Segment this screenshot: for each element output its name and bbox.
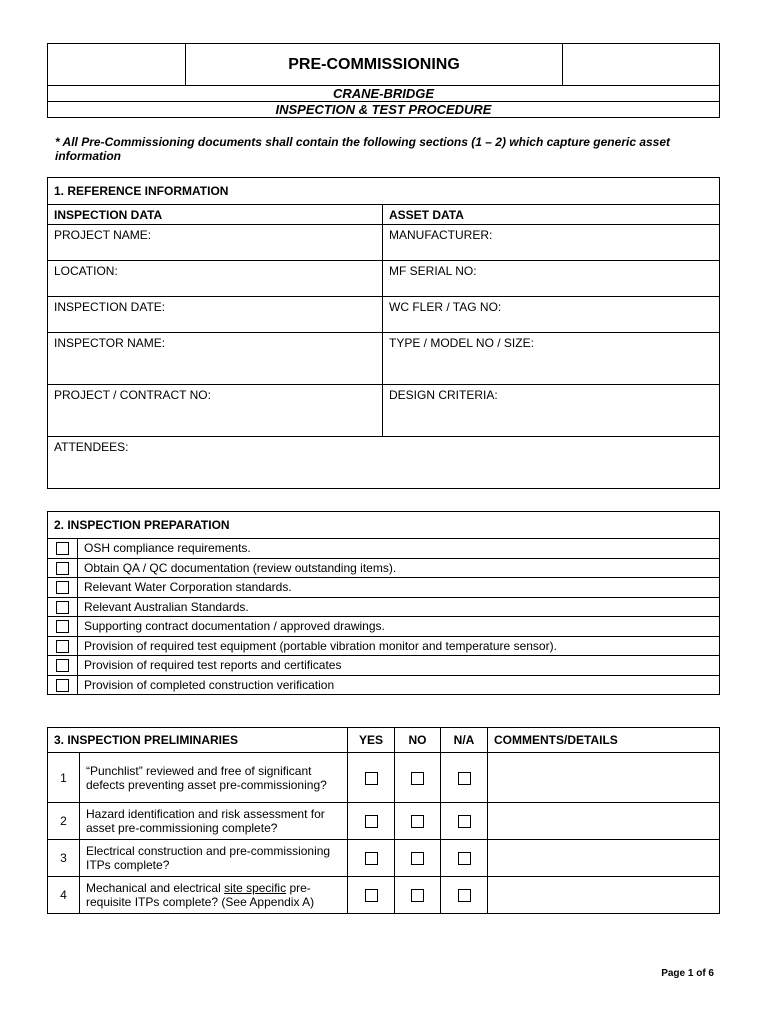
prep-item: Relevant Water Corporation standards. <box>78 578 720 598</box>
na-checkbox-cell <box>441 840 488 877</box>
checkbox[interactable] <box>56 581 69 594</box>
question-text: pre-requisite ITPs complete? (See Appendix A) <box>86 881 315 909</box>
no-column-header: NO <box>395 728 441 753</box>
na-checkbox-cell <box>441 877 488 914</box>
location-field[interactable]: LOCATION: <box>48 261 383 297</box>
no-checkbox[interactable] <box>411 772 424 785</box>
comments-field[interactable] <box>488 877 720 914</box>
section-2-title: 2. INSPECTION PREPARATION <box>48 512 720 539</box>
prep-checkbox-cell <box>48 558 78 578</box>
na-checkbox[interactable] <box>458 889 471 902</box>
checkbox[interactable] <box>56 620 69 633</box>
yes-checkbox-cell <box>348 803 395 840</box>
preliminary-question: Electrical construction and pre-commissioning ITPs complete? <box>80 840 348 877</box>
checkbox[interactable] <box>56 542 69 555</box>
inspection-preliminaries-table <box>47 727 720 914</box>
comments-column-header: COMMENTS/DETAILS <box>488 728 720 753</box>
na-checkbox[interactable] <box>458 852 471 865</box>
prep-item: Provision of required test reports and certificates <box>78 656 720 676</box>
document-title: PRE-COMMISSIONING <box>186 44 563 86</box>
prep-checkbox-cell <box>48 636 78 656</box>
prep-item: OSH compliance requirements. <box>78 539 720 559</box>
prep-item: Provision of completed construction verification <box>78 675 720 695</box>
prep-checkbox-cell <box>48 675 78 695</box>
design-criteria-field[interactable]: DESIGN CRITERIA: <box>383 385 720 437</box>
no-checkbox-cell <box>395 840 441 877</box>
na-checkbox-cell <box>441 803 488 840</box>
preliminary-question: Hazard identification and risk assessment for asset pre-commissioning complete? <box>80 803 348 840</box>
document-procedure: INSPECTION & TEST PROCEDURE <box>48 102 720 118</box>
yes-checkbox-cell <box>348 753 395 803</box>
asset-data-header: ASSET DATA <box>383 205 720 225</box>
prep-checkbox-cell <box>48 617 78 637</box>
checkbox[interactable] <box>56 659 69 672</box>
section-1-title: 1. REFERENCE INFORMATION <box>48 178 720 205</box>
checkbox[interactable] <box>56 679 69 692</box>
page-number: Page 1 of 6 <box>661 968 714 979</box>
yes-checkbox[interactable] <box>365 815 378 828</box>
row-number: 4 <box>48 877 80 914</box>
header-table <box>47 43 720 118</box>
prep-checkbox-cell <box>48 539 78 559</box>
checkbox[interactable] <box>56 601 69 614</box>
header-right-cell <box>563 44 720 86</box>
yes-column-header: YES <box>348 728 395 753</box>
document-subtitle: CRANE-BRIDGE <box>48 86 720 102</box>
row-number: 2 <box>48 803 80 840</box>
yes-checkbox[interactable] <box>365 889 378 902</box>
yes-checkbox[interactable] <box>365 852 378 865</box>
inspection-preparation-table <box>47 511 720 695</box>
section-3-title: 3. INSPECTION PRELIMINARIES <box>48 728 348 753</box>
checkbox[interactable] <box>56 562 69 575</box>
prep-checkbox-cell <box>48 578 78 598</box>
inspection-date-field[interactable]: INSPECTION DATE: <box>48 297 383 333</box>
na-checkbox[interactable] <box>458 815 471 828</box>
header-logo-cell <box>48 44 186 86</box>
inspector-name-field[interactable]: INSPECTOR NAME: <box>48 333 383 385</box>
row-number: 1 <box>48 753 80 803</box>
manufacturer-field[interactable]: MANUFACTURER: <box>383 225 720 261</box>
question-text: Mechanical and electrical <box>86 881 225 895</box>
yes-checkbox-cell <box>348 877 395 914</box>
prep-item: Provision of required test equipment (portable vibration monitor and temperature sensor). <box>78 636 720 656</box>
prep-checkbox-cell <box>48 597 78 617</box>
no-checkbox[interactable] <box>411 889 424 902</box>
prep-item: Supporting contract documentation / approved drawings. <box>78 617 720 637</box>
question-underlined-text: site specific <box>224 881 287 895</box>
no-checkbox-cell <box>395 803 441 840</box>
preliminary-question <box>80 877 348 914</box>
row-number: 3 <box>48 840 80 877</box>
reference-information-table <box>47 177 720 489</box>
yes-checkbox[interactable] <box>365 772 378 785</box>
inspection-data-header: INSPECTION DATA <box>48 205 383 225</box>
checkbox[interactable] <box>56 640 69 653</box>
tag-no-field[interactable]: WC FLER / TAG NO: <box>383 297 720 333</box>
attendees-field[interactable]: ATTENDEES: <box>48 437 720 489</box>
comments-field[interactable] <box>488 840 720 877</box>
project-name-field[interactable]: PROJECT NAME: <box>48 225 383 261</box>
model-size-field[interactable]: TYPE / MODEL NO / SIZE: <box>383 333 720 385</box>
prep-checkbox-cell <box>48 656 78 676</box>
prep-item: Relevant Australian Standards. <box>78 597 720 617</box>
comments-field[interactable] <box>488 803 720 840</box>
prep-item: Obtain QA / QC documentation (review outstanding items). <box>78 558 720 578</box>
no-checkbox-cell <box>395 877 441 914</box>
mf-serial-field[interactable]: MF SERIAL NO: <box>383 261 720 297</box>
preliminary-question: “Punchlist” reviewed and free of significant defects preventing asset pre-commissioning? <box>80 753 348 803</box>
na-checkbox[interactable] <box>458 772 471 785</box>
generic-info-note: * All Pre-Commissioning documents shall contain the following sections (1 – 2) which capture generic asset information <box>55 135 671 163</box>
no-checkbox-cell <box>395 753 441 803</box>
yes-checkbox-cell <box>348 840 395 877</box>
comments-field[interactable] <box>488 753 720 803</box>
na-checkbox-cell <box>441 753 488 803</box>
contract-no-field[interactable]: PROJECT / CONTRACT NO: <box>48 385 383 437</box>
na-column-header: N/A <box>441 728 488 753</box>
no-checkbox[interactable] <box>411 815 424 828</box>
no-checkbox[interactable] <box>411 852 424 865</box>
